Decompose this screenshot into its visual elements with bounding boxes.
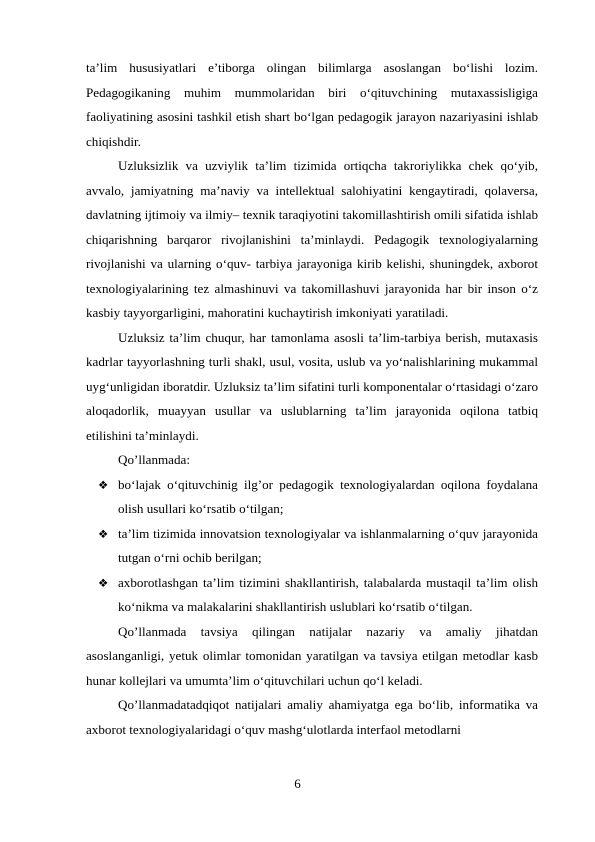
diamond-bullet-icon: ❖ [98, 526, 109, 541]
bullet-list [86, 473, 538, 620]
list-item [86, 571, 538, 620]
diamond-bullet-icon: ❖ [98, 575, 109, 590]
paragraph-1: ta’lim hususiyatlari e’tiborga olingan bilimlarga asoslangan bo‘lishi lozim. Pedagogikaning muhim mummolaridan biri o‘qituvchining mutaxassisligiga faoliyatining asosini tashkil etish shart bo‘lgan pedagogik jarayon nazariyasini ishlab chiqishdir. [86, 60, 538, 149]
page-number: 6 [294, 776, 301, 791]
list-item-text: bo‘lajak o‘qituvchinig ilg’or pedagogik texnologiyalardan oqilona foydalana olish usullari ko‘rsatib o‘tilgan; [118, 476, 538, 516]
list-item-text: ta’lim tizimida innovatsion texnologiyalar va ishlanmalarning o‘quv jarayonida tutgan o‘rni ochib berilgan; [118, 525, 538, 565]
paragraph-2: Uzluksizlik va uzviylik ta’lim tizimida ortiqcha takroriylikka chek qo‘yib, avvalo, jamiyatning ma’naviy va intellektual salohiyatini kengaytiradi, qolaversa, davlatning ijtimoiy va ilmiy– texnik taraqiyotini takomillashtirish omili sifatida ishlab chiqarishning barqaror rivojlanishini ta’minlaydi. Pedagogik texnologiyalarning rivojlanishi va ularning o‘quv- tarbiya jarayoniga kirib kelishi, shuningdek, axborot texnologiyalarining tez almashinuvi va takomillashuvi jarayonida har bir inson o‘z kasbiy tayyorgarligini, mahoratini kuchaytirish imkoniyati yaratiladi. [86, 158, 538, 320]
diamond-bullet-icon: ❖ [98, 477, 109, 492]
list-item [86, 473, 538, 522]
paragraph-6: Qo’llanmadatadqiqot natijalari amaliy ahamiyatga ega bo‘lib, informatika va axborot texnologiyalaridagi o‘quv mashg‘ulotlarda interfaol metodlarni [86, 697, 538, 737]
paragraph-4-intro: Qo’llanmada: [118, 452, 190, 467]
paragraph-3: Uzluksiz ta’lim chuqur, har tamonlama asosli ta’lim-tarbiya berish, mutaxasis kadrlar tayyorlashning turli shakl, usul, vosita, uslub va yo‘nalishlarining mukammal uyg‘unligidan iboratdir. Uzluksiz ta’lim sifatini turli komponentalar o‘rtasidagi o‘zaro aloqadorlik, muayyan usullar va uslublarning ta’lim jarayonida oqilona tatbiq etilishini ta’minlaydi. [86, 329, 538, 443]
list-item-text: axborotlashgan ta’lim tizimini shakllantirish, talabalarda mustaqil ta’lim olish ko‘nikma va malakalarini shakllantirish uslublari ko‘rsatib o‘tilgan. [118, 574, 538, 614]
list-item [86, 522, 538, 571]
page-body [86, 56, 538, 742]
paragraph-5: Qo’llanmada tavsiya qilingan natijalar nazariy va amaliy jihatdan asoslanganligi, yetuk olimlar tomonidan yaratilgan va tavsiya etilgan metodlar kasb hunar kollejlari va umumta’lim o‘qituvchilari uchun qo‘l keladi. [86, 623, 538, 688]
